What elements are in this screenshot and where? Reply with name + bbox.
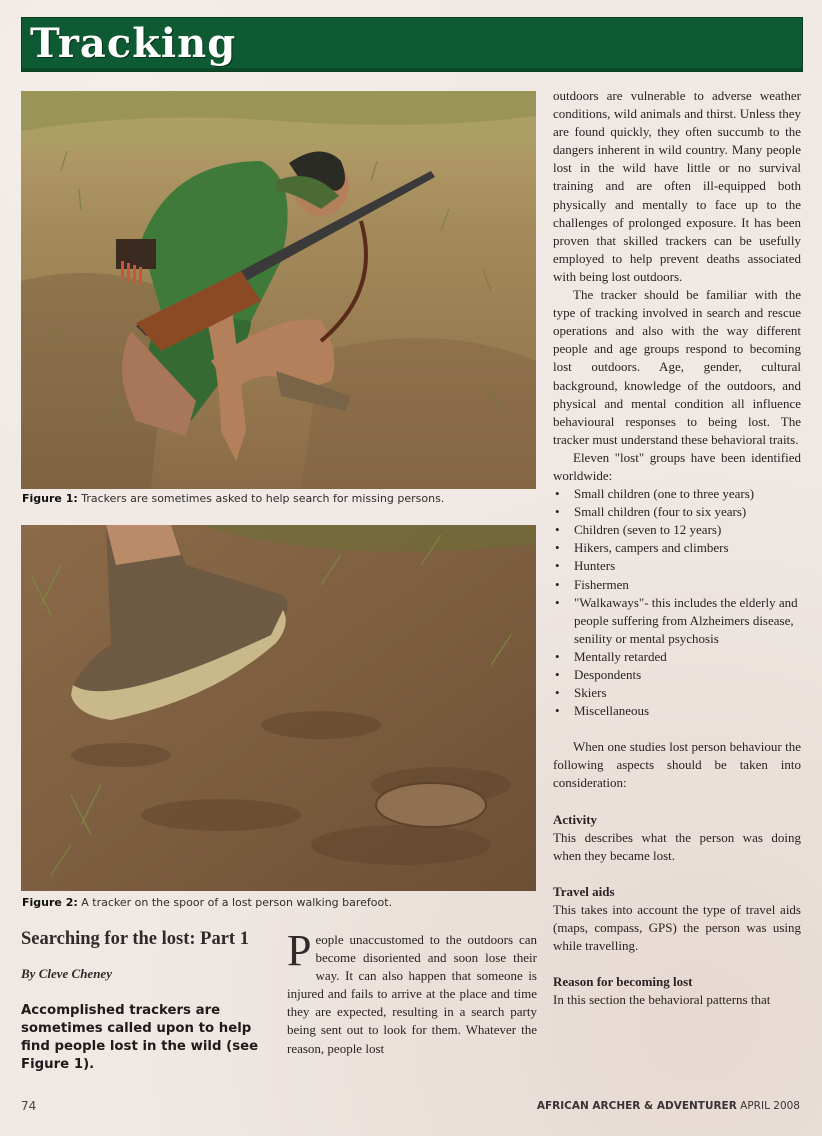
section-text-reason: In this section the behavioral patterns that (553, 992, 771, 1008)
standfirst: Accomplished trackers are sometimes called upon to help find people lost in the wild (see Figure 1). (21, 1003, 259, 1072)
publication-name: AFRICAN ARCHER & ADVENTURER (536, 1100, 737, 1112)
figure-2-text: A tracker on the spoor of a lost person walking barefoot. (81, 896, 393, 909)
body-paragraph-1: outdoors are vulnerable to adverse weather conditions, wild animals and thirst. Unless they are found quickly, they often succumb to the dangers inherent in wild country. Many people lost in the wild have little or no survival training and are often ill-equipped both physically and mentally to face up to the challenges of prolonged exposure. It has been proven that skilled trackers can be usefully employed to help prevent deaths associated with being lost outdoors. (553, 88, 801, 284)
section-title: Tracking (30, 20, 237, 67)
issue-date: APRIL 2008 (740, 1100, 800, 1112)
body-paragraph-3: Eleven "lost" groups have been identified worldwide: (553, 449, 801, 483)
section-heading-travel-aids: Travel aids (553, 883, 615, 899)
list-item: • Hunters (553, 557, 801, 575)
section-text-activity: This describes what the person was doing when they became lost. (553, 829, 801, 863)
section-heading-reason: Reason for becoming lost (553, 974, 693, 990)
figure-1-text: Trackers are sometimes asked to help search for missing persons. (81, 492, 445, 505)
list-item: • Children (seven to 12 years) (553, 521, 801, 539)
publication-footer (537, 1100, 800, 1112)
list-item: • Mentally retarded (553, 648, 801, 666)
list-item: • "Walkaways"- this includes the elderly and people suffering from Alzheimers disease, senility or mental psychosis (553, 594, 801, 648)
figure-2-label: Figure 2: (22, 896, 78, 909)
figure-1-caption (22, 492, 444, 505)
intro-paragraph (287, 926, 537, 1058)
section-banner (21, 17, 803, 72)
list-item: • Hikers, campers and climbers (553, 539, 801, 557)
list-item: • Small children (four to six years) (553, 503, 801, 521)
list-item: • Skiers (553, 684, 801, 702)
figure-1-photo (21, 91, 536, 489)
section-heading-activity: Activity (553, 811, 598, 827)
byline: By Cleve Cheney (21, 966, 112, 981)
drop-cap: P (287, 926, 312, 975)
right-column (553, 87, 801, 1009)
section-text-travel-aids: This takes into account the type of travel aids (maps, compass, GPS) the person was using while travelling. (553, 901, 801, 954)
list-item: • Small children (one to three years) (553, 485, 801, 503)
list-item: • Despondents (553, 666, 801, 684)
figure-2-photo (21, 525, 536, 891)
lost-groups-list (553, 485, 801, 720)
page-number: 74 (21, 1099, 37, 1113)
body-paragraph-2: The tracker should be familiar with the type of tracking involved in search and rescue operations and also with the way different people and age groups respond to becoming lost outdoors. Age, gender, cultural background, knowledge of the outdoors, and physical and mental condition all influence behavioural responses to being lost. The tracker must understand these behavioral traits. (553, 287, 801, 447)
list-item: • Miscellaneous (553, 702, 801, 720)
article-title: Searching for the lost: Part 1 (21, 929, 249, 949)
intro-text: eople unaccustomed to the outdoors can become disoriented and soon lose their way. It can also happen that someone is injured and fails to arrive at the place and time they are expected, resulting in a search party being sent out to look for them. Whatever the reason, people lost (287, 932, 537, 1056)
figure-2-caption (22, 896, 392, 909)
list-item: • Fishermen (553, 576, 801, 594)
figure-1-label: Figure 1: (22, 492, 78, 505)
body-paragraph-4: When one studies lost person behaviour the following aspects should be taken into consideration: (553, 739, 801, 791)
